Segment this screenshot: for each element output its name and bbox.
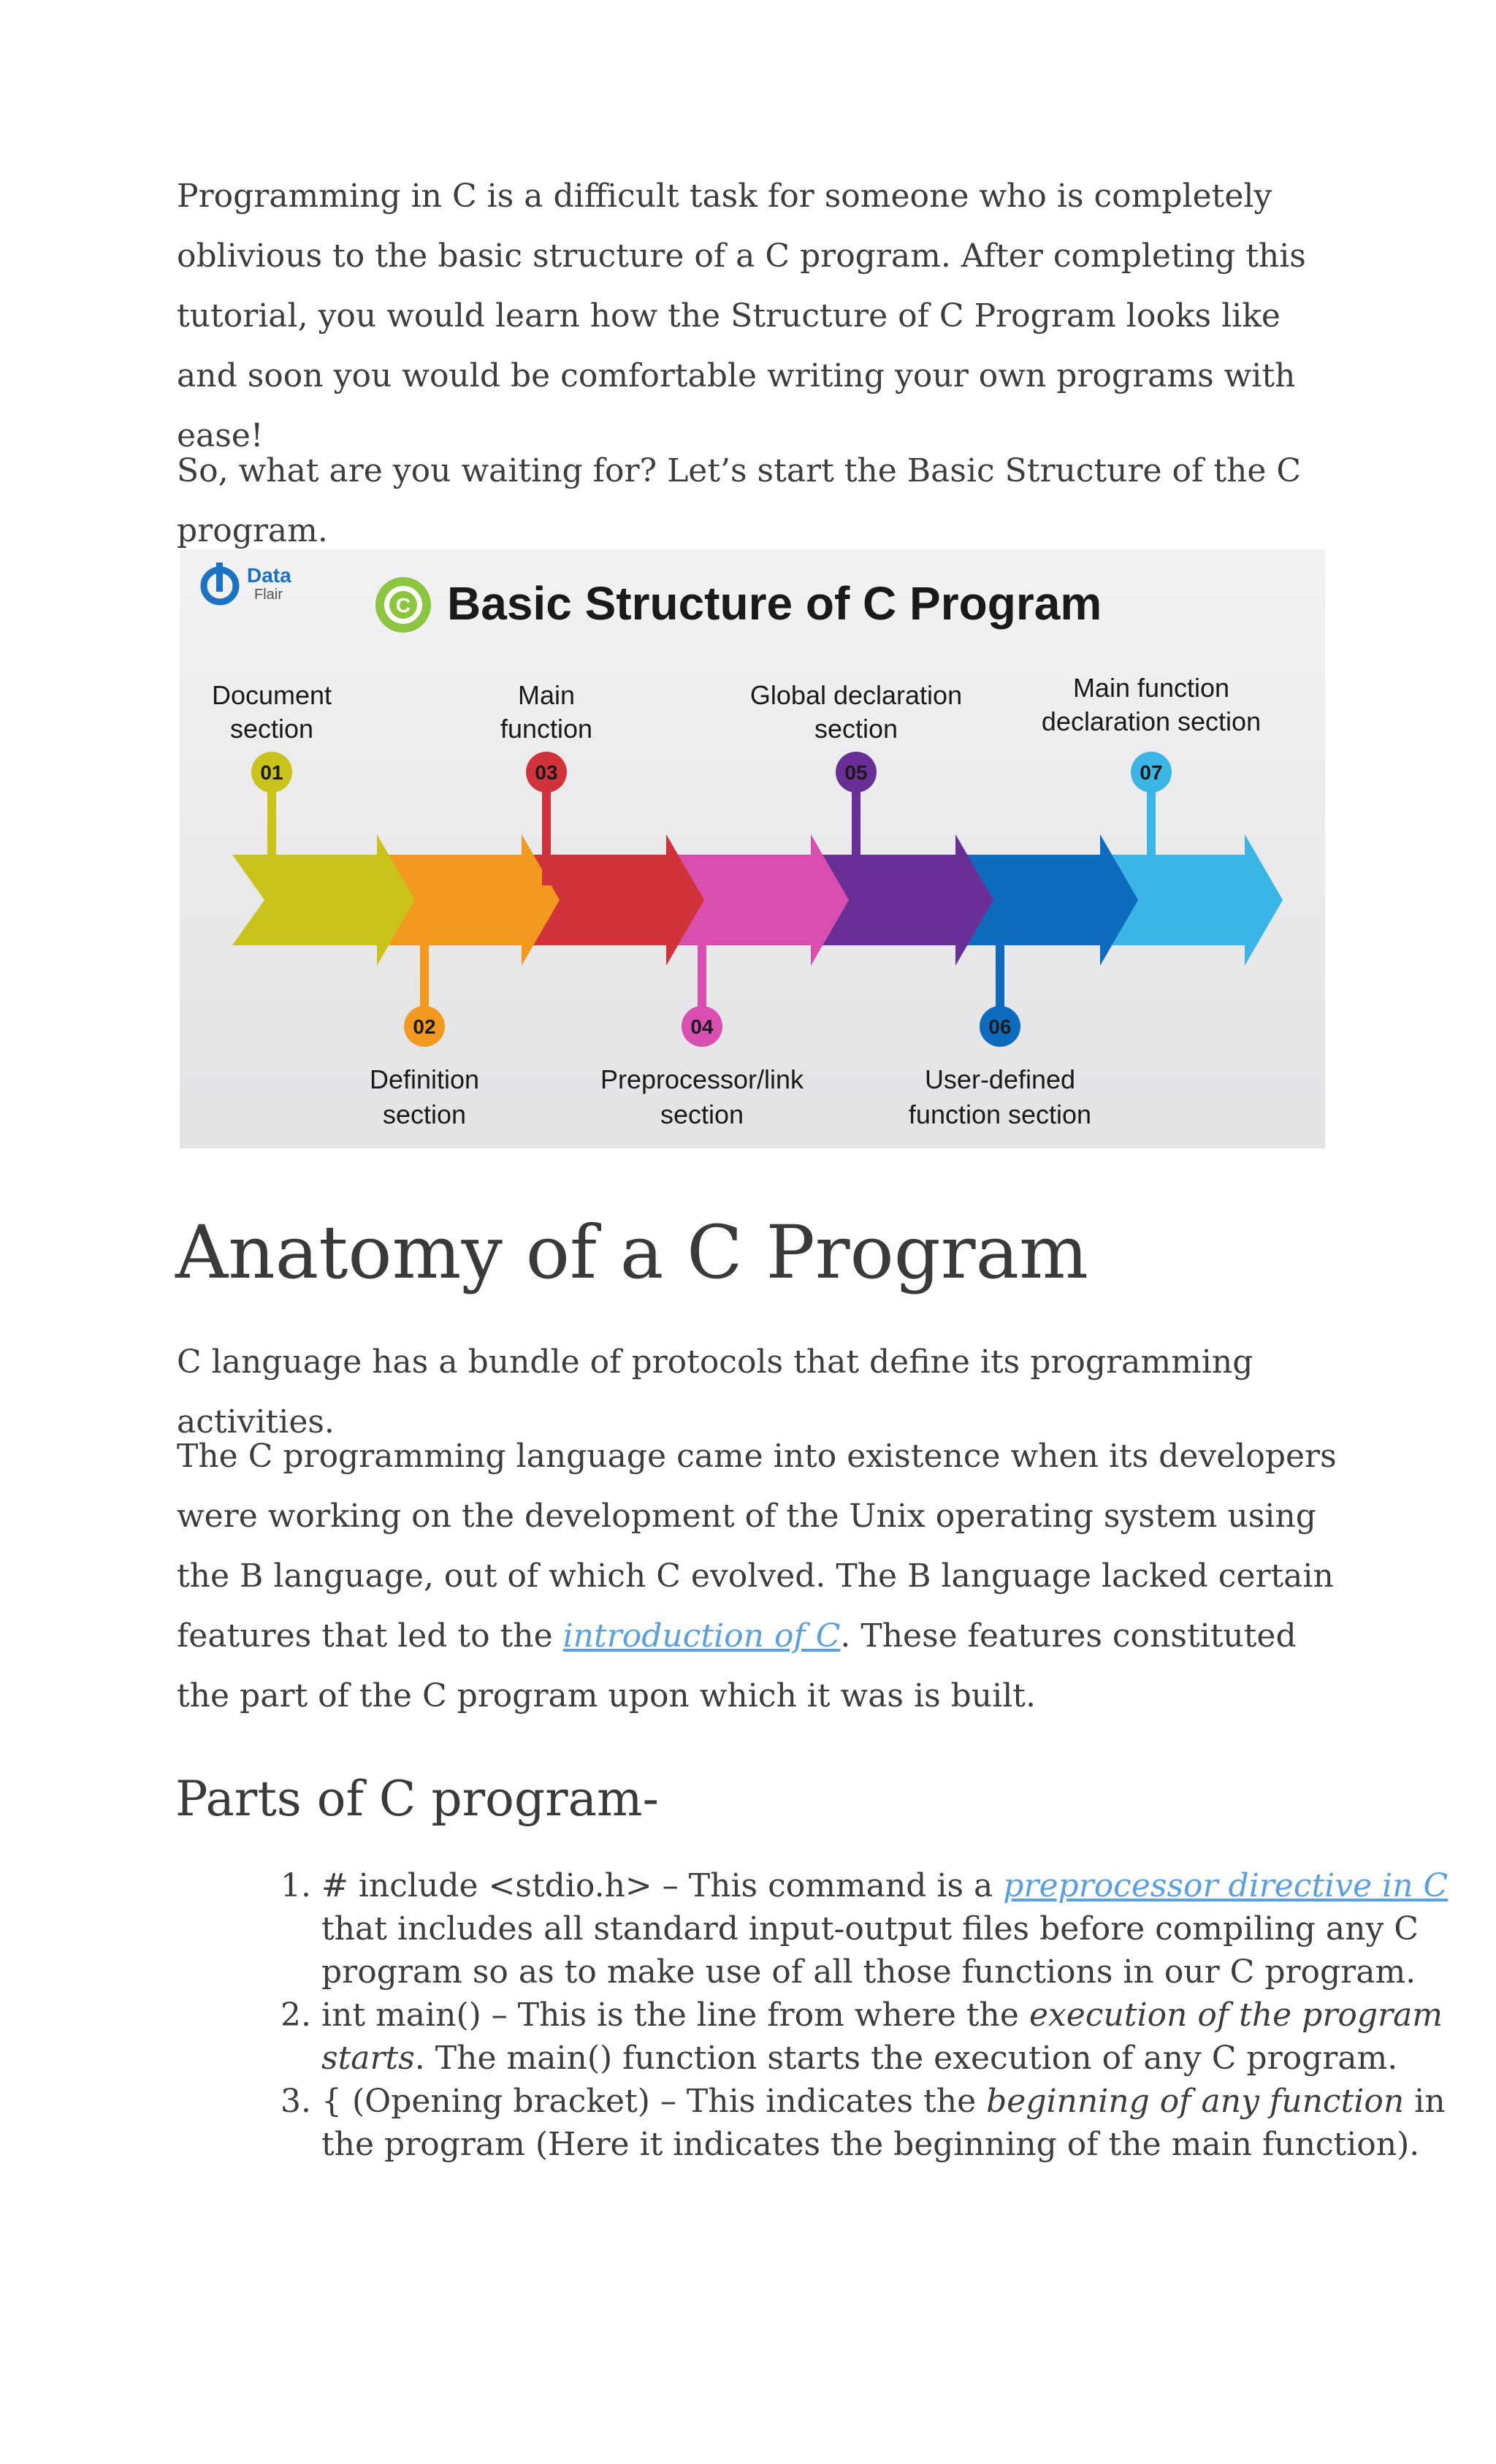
figure-title: Basic Structure of C Program xyxy=(447,577,1102,630)
intro-paragraph-block xyxy=(177,167,1346,466)
section-label-06-line2: function section xyxy=(908,1099,1092,1129)
anatomy-p2-text-b: . These features constituted the part of the C program upon which it was is built. xyxy=(177,1617,1297,1714)
preprocessor-directive-link[interactable]: preprocessor directive in C xyxy=(1003,1867,1449,1904)
section-label-07-line1: Main function xyxy=(1072,673,1230,703)
marker-number-01: 01 xyxy=(260,761,283,784)
section-label-05-line2: section xyxy=(814,714,898,744)
anatomy-paragraph-1: C language has a bundle of protocols that define its programming activities. xyxy=(177,1343,1253,1441)
title-badge-letter: C xyxy=(395,594,411,617)
marker-number-06: 06 xyxy=(988,1015,1012,1038)
section-label-01-line1: Document xyxy=(211,680,332,710)
logo-text-top: Data xyxy=(247,564,291,587)
list-item xyxy=(321,1994,1476,2080)
section-label-04-line1: Preprocessor/link xyxy=(600,1064,804,1094)
dataflair-logo xyxy=(204,562,291,603)
prompt-paragraph: So, what are you waiting for? Let’s start the Basic Structure of the C program. xyxy=(177,452,1302,549)
list-item xyxy=(321,1864,1476,1994)
marker-number-03: 03 xyxy=(535,761,558,784)
section-label-03-line1: Main xyxy=(517,680,576,710)
basic-structure-figure xyxy=(180,549,1325,1148)
section-label-07-line2: declaration section xyxy=(1041,706,1262,736)
item-3-text-b: in the program (Here it indicates the beginning of the main function). xyxy=(321,2083,1446,2163)
prompt-paragraph-block xyxy=(177,441,1346,561)
item-2-text-b: . The main() function starts the execution of any C program. xyxy=(414,2040,1398,2077)
section-label-06-line1: User-defined xyxy=(924,1064,1076,1094)
section-label-02-line1: Definition xyxy=(369,1064,480,1094)
arrow-timeline xyxy=(232,834,1283,966)
logo-text-bottom: Flair xyxy=(254,587,283,603)
structure-diagram xyxy=(180,549,1325,1148)
item-1-text-a: # include <stdio.h> – This command is a xyxy=(321,1867,1004,1904)
introduction-of-c-link[interactable]: introduction of C xyxy=(562,1617,841,1655)
section-label-03-line2: function xyxy=(500,714,593,744)
section-label-04-line2: section xyxy=(660,1099,744,1129)
item-2-text-a: int main() – This is the line from where the xyxy=(321,1996,1029,2034)
arrow-segment-01 xyxy=(232,834,415,966)
item-2-emphasis: execution of the program starts xyxy=(321,1996,1443,2077)
marker-number-04: 04 xyxy=(690,1015,714,1038)
marker-number-05: 05 xyxy=(844,761,868,784)
section-label-01-line2: section xyxy=(229,714,314,744)
section-label-02-line2: section xyxy=(382,1099,467,1129)
intro-paragraph: Programming in C is a difficult task for someone who is completely oblivious to the basic structure of a C program. After completing this tutorial, you would learn how the Structure of C Program looks like and soon you would be comfortable writing your own programs with ease! xyxy=(177,178,1306,454)
list-item xyxy=(321,2080,1476,2166)
anatomy-p2-text-a: The C programming language came into existence when its developers were working on the development of the Unix operating system using the B language, out of which C evolved. The B language lacked certain features that led to the xyxy=(177,1438,1337,1655)
parts-list xyxy=(175,1864,1476,2166)
parts-heading: Parts of C program- xyxy=(175,1771,659,1827)
section-label-05-line1: Global declaration xyxy=(749,680,963,710)
logo-bar xyxy=(216,562,223,592)
item-1-text-b: that includes all standard input-output files before compiling any C program so as to make use of all those functions in our C program. xyxy=(321,1910,1419,1991)
item-3-emphasis: beginning of any function xyxy=(986,2083,1405,2120)
anatomy-p2-block xyxy=(177,1427,1346,1726)
anatomy-heading: Anatomy of a C Program xyxy=(175,1210,1088,1295)
anatomy-paragraph-2 xyxy=(177,1427,1346,1726)
marker-number-02: 02 xyxy=(413,1015,436,1038)
marker-number-07: 07 xyxy=(1140,761,1163,784)
gear-icon xyxy=(375,577,431,633)
item-3-text-a: { (Opening bracket) – This indicates the xyxy=(321,2083,987,2120)
